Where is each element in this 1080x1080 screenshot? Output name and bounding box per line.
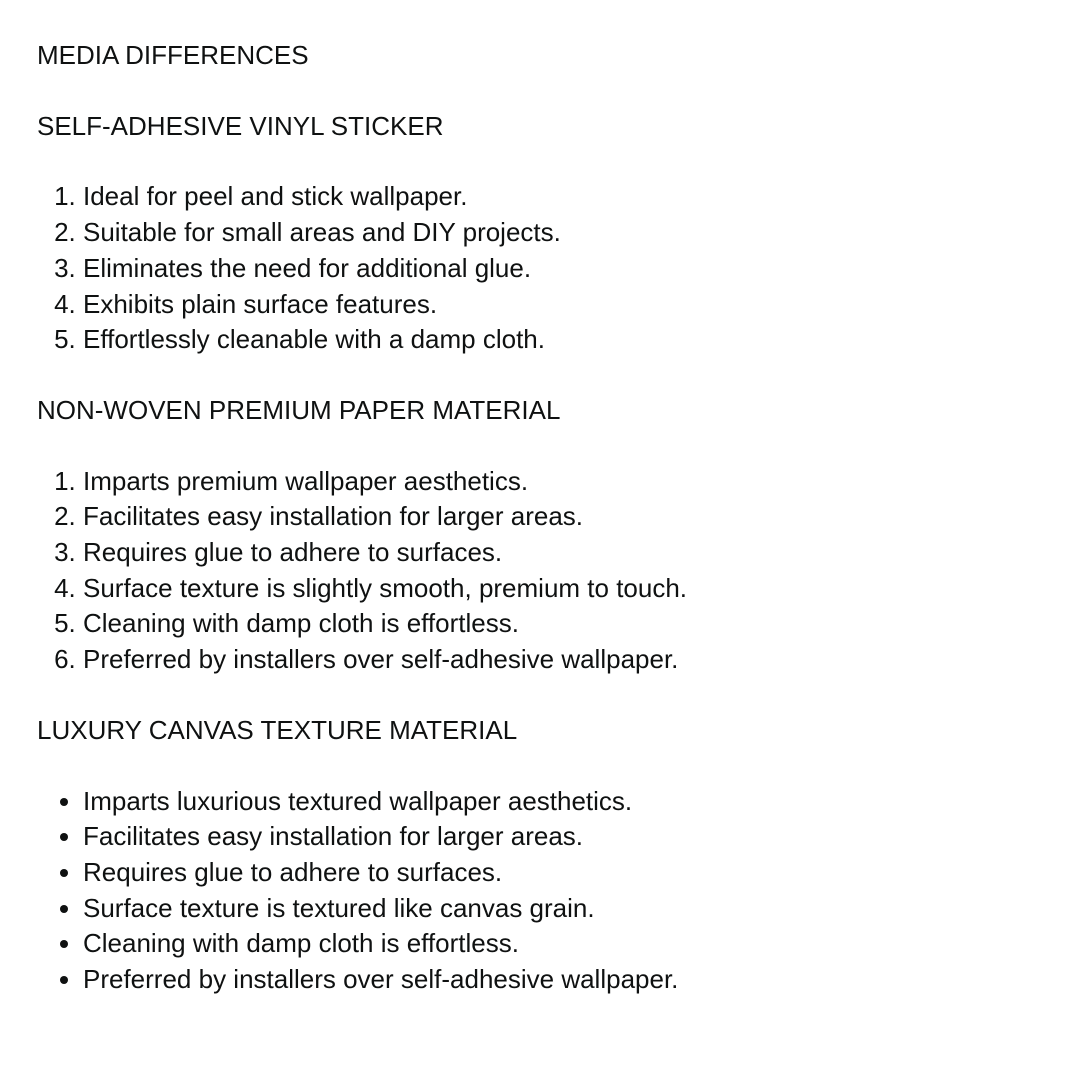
list-item: • Cleaning with damp cloth is effortless.: [83, 926, 1043, 962]
list-item: • Requires glue to adhere to surfaces.: [83, 855, 1043, 891]
list-item: 2. Suitable for small areas and DIY projects.: [83, 215, 1043, 251]
list-item: • Imparts luxurious textured wallpaper aesthetics.: [83, 784, 1043, 820]
list-item: 5. Effortlessly cleanable with a damp cloth.: [83, 322, 1043, 358]
list-item: • Preferred by installers over self-adhesive wallpaper.: [83, 962, 1043, 998]
list-item: 1. Ideal for peel and stick wallpaper.: [83, 179, 1043, 215]
list-item: 4. Surface texture is slightly smooth, premium to touch.: [83, 571, 1043, 607]
list-item: 3. Eliminates the need for additional glue.: [83, 251, 1043, 287]
page-title: MEDIA DIFFERENCES: [37, 40, 309, 70]
section-heading: NON-WOVEN PREMIUM PAPER MATERIAL: [37, 394, 561, 425]
section-heading: SELF-ADHESIVE VINYL STICKER: [37, 110, 444, 141]
section-non-woven-premium-paper: [37, 393, 1043, 678]
list-item: 6. Preferred by installers over self-adhesive wallpaper.: [83, 642, 1043, 678]
section-luxury-canvas-texture: [37, 713, 1043, 998]
numbered-list: [37, 464, 1043, 678]
list-item: 1. Imparts premium wallpaper aesthetics.: [83, 464, 1043, 500]
bulleted-list: [37, 784, 1043, 998]
section-self-adhesive-vinyl-sticker: [37, 109, 1043, 358]
numbered-list: [37, 179, 1043, 358]
list-item: • Surface texture is textured like canvas grain.: [83, 891, 1043, 927]
section-heading: LUXURY CANVAS TEXTURE MATERIAL: [37, 714, 518, 745]
list-item: 4. Exhibits plain surface features.: [83, 287, 1043, 323]
list-item: 3. Requires glue to adhere to surfaces.: [83, 535, 1043, 571]
list-item: • Facilitates easy installation for larger areas.: [83, 819, 1043, 855]
list-item: 2. Facilitates easy installation for larger areas.: [83, 499, 1043, 535]
list-item: 5. Cleaning with damp cloth is effortless.: [83, 606, 1043, 642]
